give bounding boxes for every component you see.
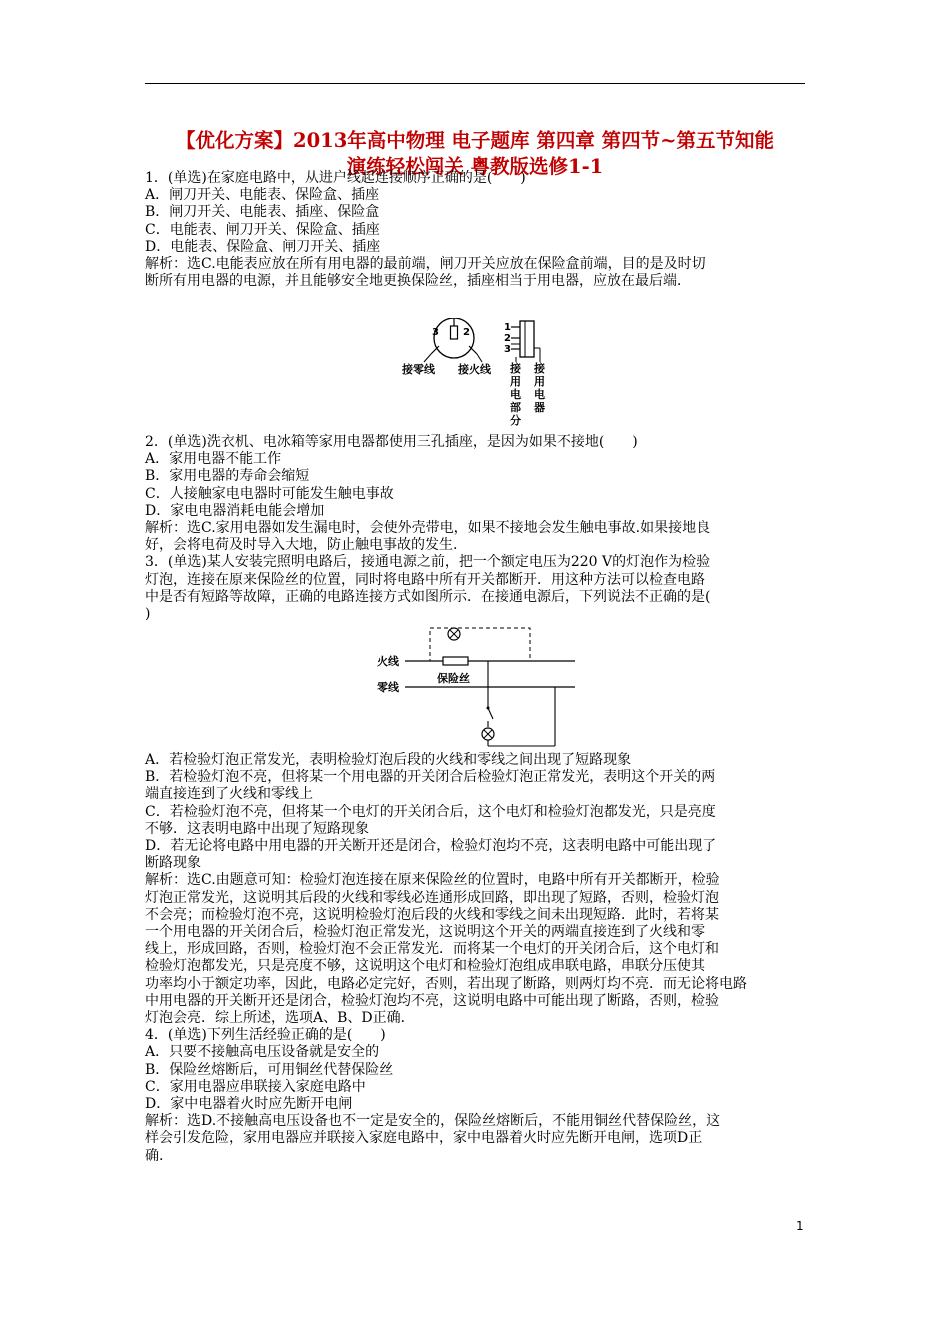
label-live: 接火线 (458, 363, 491, 376)
question-3-and-4 (145, 752, 813, 1165)
page-title-line-1: 【优化方案】2013年高中物理 电子题库 第四章 第四节~第五节知能 (176, 129, 774, 152)
label-neutral-wire: 零线 (377, 681, 399, 694)
option-b: B．保险丝熔断后，可用铜丝代替保险丝 (145, 1061, 394, 1078)
analysis-line: 解析：选C.家用电器如发生漏电时，会使外壳带电，如果不接地会发生触电事故.如果接地良 (145, 520, 711, 537)
question-3-stem-line: ) (145, 606, 151, 623)
plug-label-3: 3 (504, 344, 511, 355)
question-3-stem-line: 3．(单选)某人安装完照明电路后，接通电源之前，把一个额定电压为220 V的灯泡作为检验 (145, 554, 711, 571)
analysis-line: 灯泡正常发光，这说明其后段的火线和零线必连通形成回路，即出现了短路，否则，检验灯泡 (145, 889, 719, 906)
analysis-line: 样会引发危险，家用电器应并联接入家庭电路中，家中电器着火时应先断开电闸，选项D正 (145, 1130, 703, 1147)
analysis-line: 断所有用电器的电源，并且能够安全地更换保险丝，插座相当于用电器，应放在最后端． (145, 273, 691, 290)
option-d-cont: 断路现象 (145, 855, 201, 872)
analysis-line: 解析：选C.电能表应放在所有用电器的最前端，闸刀开关应放在保险盒前端，目的是及时切 (145, 256, 706, 273)
option-d: D．家电电器消耗电能会增加 (145, 502, 325, 519)
plug-label-2: 2 (504, 333, 511, 344)
circuit-figure (375, 620, 581, 750)
option-c: C．电能表、闸刀开关、保险盒、插座 (145, 221, 380, 238)
analysis-line: 一个用电器的开关闭合后，检验灯泡正常发光，这说明这个开关的两端直接连到了火线和零 (145, 924, 705, 941)
option-d: D．电能表、保险盒、闸刀开关、插座 (145, 238, 381, 255)
plug-label-1: 1 (504, 322, 511, 333)
socket-label-3: 3 (432, 327, 439, 338)
option-b: B．若检验灯泡不亮，但将某一个用电器的开关闭合后检验灯泡正常发光，表明这个开关的两 (145, 769, 716, 786)
option-b: B．闸刀开关、电能表、插座、保险盒 (145, 204, 380, 221)
label-fuse: 保险丝 (437, 672, 470, 685)
option-a: A．家用电器不能工作 (145, 451, 282, 468)
option-c: C．家用电器应串联接入家庭电路中 (145, 1078, 366, 1095)
analysis-line: 灯泡会亮．综上所述，选项A、B、D正确． (145, 1010, 415, 1027)
analysis-line: 检验灯泡都发光，只是亮度不够，这说明这个电灯和检验灯泡组成串联电路，串联分压使其 (145, 958, 705, 975)
question-stem: 1．(单选)在家庭电路中，从进户线起连接顺序正确的是( ) (145, 170, 526, 186)
analysis-line: 中用电器的开关断开还是闭合，检验灯泡均不亮，这说明电路中可能出现了断路，否则，检验 (145, 992, 719, 1009)
question-2 (145, 434, 813, 623)
analysis-line: 解析：选C.由题意可知：检验灯泡连接在原来保险丝的位置时，电路中所有开关都断开，检验 (145, 872, 720, 889)
option-c-cont: 不够．这表明电路中出现了短路现象 (145, 820, 369, 837)
option-a: A．闸刀开关、电能表、保险盒、插座 (145, 187, 380, 204)
question-1 (145, 170, 813, 290)
option-c: C．人接触家电电器时可能发生触电事故 (145, 485, 394, 502)
header-rule (145, 83, 805, 84)
label-ground-part: 接用电部分 (510, 362, 521, 427)
option-c: C．若检验灯泡不亮，但将某一个电灯的开关闭合后，这个电灯和检验灯泡都发光，只是亮度 (145, 803, 716, 820)
label-appliance: 接用电器 (534, 362, 545, 414)
label-neutral: 接零线 (402, 363, 435, 376)
question-3-stem-line: 灯泡，连接在原来保险丝的位置，同时将电路中所有开关都断开．用这种方法可以检查电路 (145, 571, 705, 588)
analysis-line: 好，会将电荷及时导入大地，防止触电事故的发生. (145, 537, 458, 554)
analysis-line: 不会亮；而检验灯泡不亮，这说明检验灯泡后段的火线和零线之间未出现短路．此时，若将某 (145, 906, 719, 923)
option-d: D．家中电器着火时应先断开电闸 (145, 1096, 353, 1113)
socket-label-2: 2 (463, 327, 470, 338)
analysis-line: 功率均小于额定功率，因此，电路必定完好，否则，若出现了断路，则两灯均不亮．而无论将电路 (145, 975, 747, 992)
option-a: A．若检验灯泡正常发光，表明检验灯泡后段的火线和零线之间出现了短路现象 (145, 752, 632, 768)
question-stem: 2．(单选)洗衣机、电冰箱等家用电器都使用三孔插座，是因为如果不接地( ) (145, 434, 638, 450)
option-b-cont: 端直接连到了火线和零线上 (145, 786, 313, 803)
page-title-line-2: 演练轻松闯关 粤教版选修1-1 (346, 155, 604, 178)
option-d: D．若无论将电路中用电器的开关断开还是闭合，检验灯泡均不亮，这表明电路中可能出现了 (145, 838, 717, 855)
question-3-stem-line: 中是否有短路等故障，正确的电路连接方式如图所示．在接通电源后，下列说法不正确的是( (145, 588, 711, 605)
analysis-line: 解析：选D.不接触高电压设备也不一定是安全的，保险丝熔断后，不能用铜丝代替保险丝，这 (145, 1113, 721, 1130)
option-b: B．家用电器的寿命会缩短 (145, 468, 310, 485)
page-number: 1 (796, 1219, 804, 1233)
question-4-stem: 4．(单选)下列生活经验正确的是( ) (145, 1027, 386, 1044)
analysis-line: 确. (145, 1147, 164, 1164)
option-a: A．只要不接触高电压设备就是安全的 (145, 1044, 380, 1061)
label-live-wire: 火线 (377, 655, 399, 668)
analysis-line: 线上，形成回路，否则，检验灯泡不会正常发光．而将某一个电灯的开关闭合后，这个电灯和 (145, 941, 719, 958)
